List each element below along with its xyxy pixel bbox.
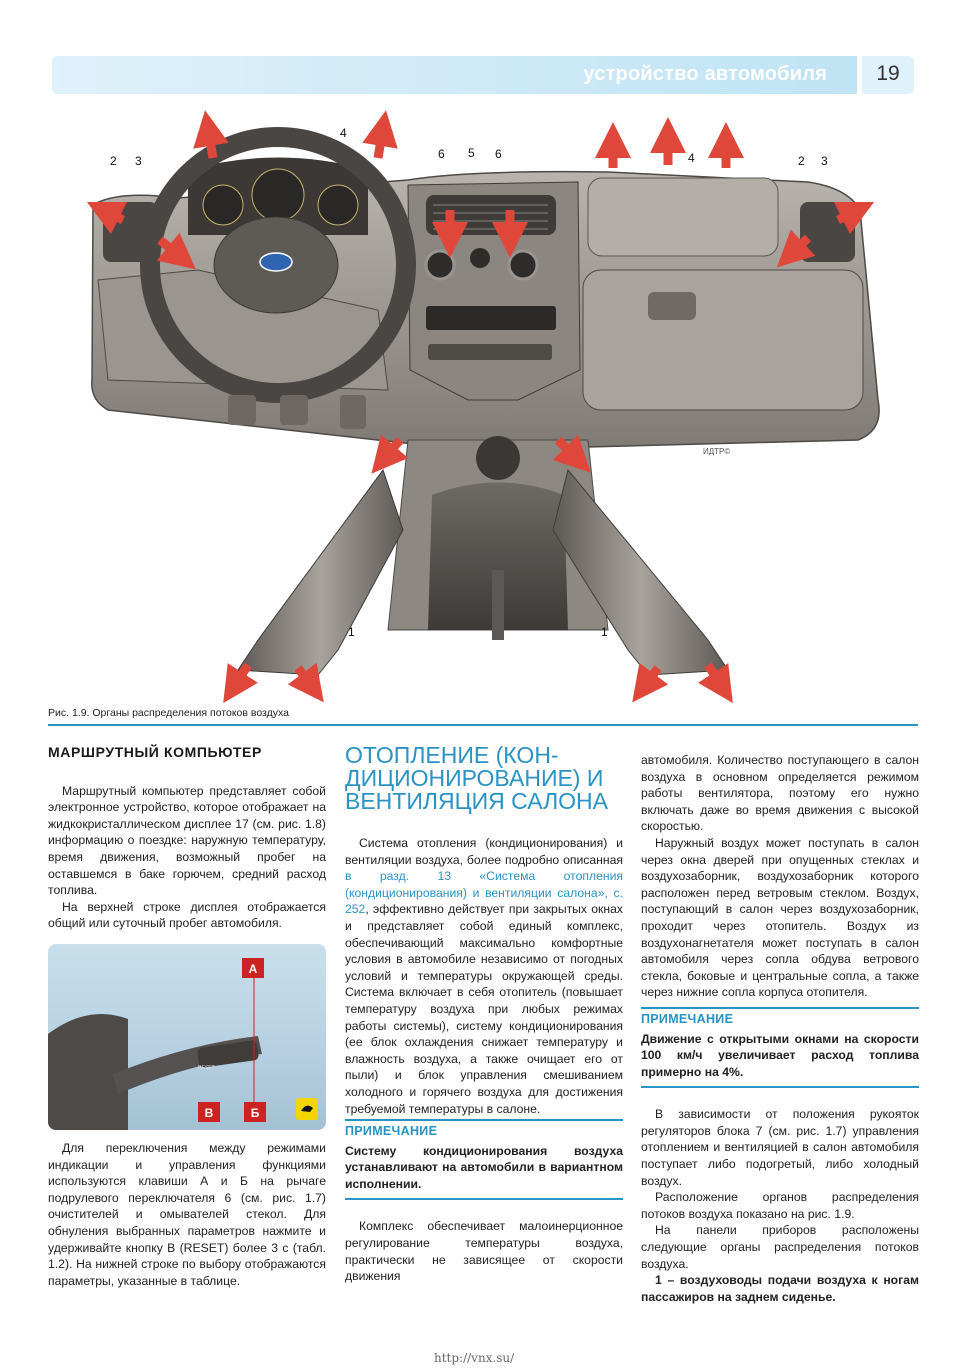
glove-box-handle: [648, 292, 696, 320]
key-a-label: А: [248, 961, 258, 976]
callout-4-right: 4: [688, 151, 695, 165]
paragraph: Для переключения между режимами индикации и управления функциями используются клавиши А и Б на рычаге подрулевого переключателя 6 (см. рис. 1.7) очистителей и омывателей стекол. Для обнуления выбранных параметров нажмите и удерживайте кнопку В (RESET) более 3 с (табл. 1.2). На нижней строке по выбору отображаются параметры, указанные в таблице.: [48, 1140, 326, 1288]
section-link[interactable]: в разд. 13 «Система отопления (кондиционирования) и вентиляции салона», с. 252: [345, 869, 623, 917]
stalk-photo: [48, 944, 326, 1130]
key-v-label: В: [204, 1105, 214, 1120]
section-title: устройство автомобиля: [583, 63, 827, 85]
callout-6-right: 6: [495, 147, 502, 161]
paragraph: 1 – воздуховоды подачи воздуха к ногам пассажиров на заднем сиденье.: [641, 1273, 919, 1304]
column-ventilation: [641, 752, 919, 1305]
callout-3-left: 3: [135, 154, 142, 168]
key-b-label: Б: [250, 1105, 260, 1120]
section-divider: [48, 724, 918, 726]
radio-slot: [426, 306, 556, 330]
footer-link[interactable]: http://vnx.su/: [434, 1351, 515, 1365]
paragraph: На верхней строке дисплея отображается общий или суточный пробег автомобиля.: [48, 899, 326, 931]
callout-4-left: 4: [340, 126, 347, 140]
paragraph: автомобиля. Количество поступающего в салон воздуха в основном определяется режимом работы вентилятора, поэтому его нужно включать даже во время движения с высокой скоростью.: [641, 753, 919, 834]
callout-1-right: 1: [601, 625, 608, 639]
callout-2-left: 2: [110, 154, 117, 168]
section-header: [52, 56, 857, 94]
callout-5: 5: [468, 146, 475, 160]
reset-label: RESET: [198, 1064, 215, 1071]
fan-knob: [509, 251, 537, 279]
note-text: Систему кондиционирования воздуха устанавливают на автомобили в вариантном исполнении.: [345, 1143, 623, 1201]
callout-3-right: 3: [821, 154, 828, 168]
glove-box: [583, 270, 863, 410]
callout-2-right: 2: [798, 154, 805, 168]
paragraph: Наружный воздух может поступать в салон через окна дверей при опущенных стеклах и воздухозаборник, воздухозаборник которого расположен перед ветровым стеклом. Воздух, поступающий в салон через воздухозаборник, проходит через отопитель. Воздух из воздухонагнетателя может поступать в салон автомобиля через сопла обдува ветрового стекла, боковые и центральные сопла, а также через нижние сопла корпуса отопителя.: [641, 835, 919, 1000]
trip-computer-heading: МАРШРУТНЫЙ КОМПЬЮТЕР: [48, 744, 262, 760]
lada-logo: [260, 253, 292, 271]
note-heading: ПРИМЕЧАНИЕ: [345, 1119, 623, 1140]
paragraph: В зависимости от положения рукояток регуляторов блока 7 (см. рис. 1.7) управления отоплением и вентиляцией в салон автомобиля поступает либо подогретый, либо холодный воздух.: [641, 1107, 919, 1188]
rear-duct-left: [238, 470, 403, 675]
note-heading: ПРИМЕЧАНИЕ: [641, 1007, 919, 1028]
page-number: 19: [876, 62, 900, 85]
column-heating: [345, 744, 623, 1285]
mode-knob: [470, 248, 490, 268]
dashboard-illustration: [48, 110, 920, 705]
stalk-illustration: [48, 944, 326, 1130]
temperature-knob: [426, 251, 454, 279]
passenger-top-vent: [588, 178, 778, 256]
figure-caption: Рис. 1.9. Органы распределения потоков воздуха: [48, 707, 289, 719]
paragraph: Комплекс обеспечивает малоинерционное регулирование температуры воздуха, практически не зависящее от скорости движения: [345, 1219, 623, 1284]
heating-heading: ОТОПЛЕНИЕ (КОН-ДИЦИОНИРОВАНИЕ) И ВЕНТИЛЯЦИЯ САЛОНА: [345, 742, 609, 814]
callout-1-left: 1: [348, 625, 355, 639]
paragraph: Маршрутный компьютер представляет собой электронное устройство, которое отображает на жидкокристаллическом дисплее 17 (см. рис. 1.8) информацию о поездке: наружную температуру, время движения, возможный пробег на оставшемся в баке горючем, средний расход топлива.: [48, 783, 326, 898]
rear-duct-right: [553, 470, 728, 675]
page-number-box: [862, 56, 914, 94]
paragraph: Расположение органов распределения потоков воздуха показано на рис. 1.9.: [641, 1190, 919, 1221]
column-trip-computer: [48, 744, 326, 1289]
paragraph: На панели приборов расположены следующие органы распределения потоков воздуха.: [641, 1223, 919, 1271]
paragraph: Система отопления (кондиционирования) и вентиляции воздуха, более подробно описанная в разд. 13 «Система отопления (кондиционирования) и вентиляции салона», с. 252, эффективно действует при закрытых окнах и представляет собой единый комплекс, обеспечивающий максимально комфортные условия в автомобиле независимо от погодных условий и температуры окружающей среды. Система включает в себя отопитель (повышает температуру воздуха при любых режимах работы системы), систему кондиционирования (ее блок охлаждения снижает температуру и влажность воздуха, а также очищает его от пыли) и блок управления смешиванием холодного и горячего воздуха для достижения требуемой температуры в салоне.: [345, 836, 623, 1116]
illustration-watermark: ИДТР©: [703, 447, 731, 456]
note-text: Движение с открытыми окнами на скорости 100 км/ч увеличивает расход топлива примерно на 4%.: [641, 1031, 919, 1089]
callout-6-left: 6: [438, 147, 445, 161]
switch-row: [428, 344, 552, 360]
gear-knob: [476, 436, 520, 480]
